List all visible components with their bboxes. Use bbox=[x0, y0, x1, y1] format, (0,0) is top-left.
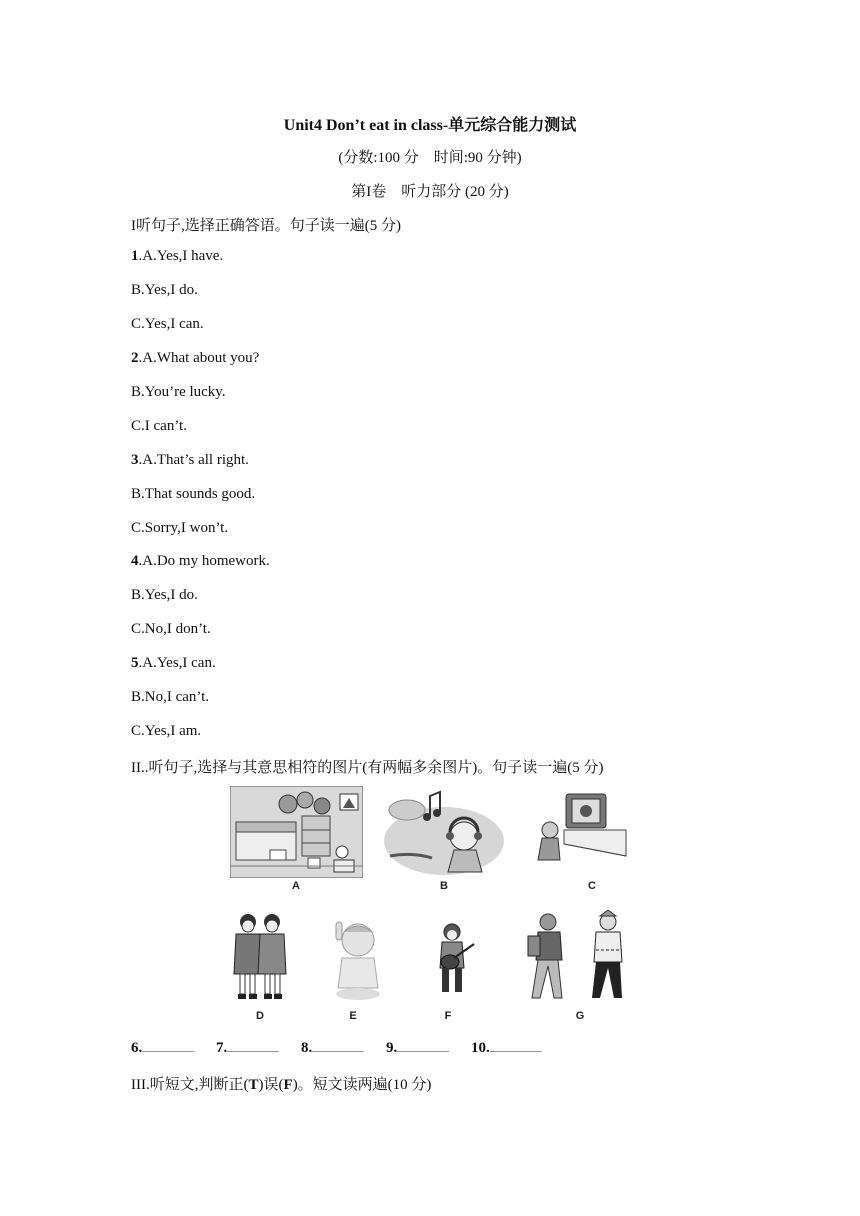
question-1-option-c: C.Yes,I can. bbox=[131, 316, 204, 332]
girl-listening-music-picture bbox=[382, 786, 507, 878]
section1-instruction: I听句子,选择正确答语。句子读一遍(5 分) bbox=[131, 218, 401, 234]
question-3-option-b: B.That sounds good. bbox=[131, 486, 256, 502]
question-3-option-c: C.Sorry,I won’t. bbox=[131, 520, 229, 536]
picture-label-c: C bbox=[588, 880, 596, 892]
question-2-option-b: B.You’re lucky. bbox=[131, 384, 226, 400]
question-1-option-b: B.Yes,I do. bbox=[131, 282, 198, 298]
section3-instruction: III.听短文,判断正(T)误(F)。短文读两遍(10 分) bbox=[131, 1077, 432, 1093]
two-students-uniform-picture bbox=[228, 910, 292, 1006]
picture-label-g: G bbox=[575, 1010, 585, 1022]
answer-blank-6[interactable]: 6. bbox=[131, 1037, 194, 1057]
question-5-option-a: 5.A.Yes,I can. bbox=[131, 655, 216, 671]
part-heading: 第I卷 听力部分 (20 分) bbox=[351, 184, 509, 200]
answer-blank-8[interactable]: 8. bbox=[301, 1037, 364, 1057]
boy-watching-tv-picture bbox=[530, 786, 630, 878]
section2-instruction: II..听句子,选择与其意思相符的图片(有两幅多余图片)。句子读一遍(5 分) bbox=[131, 760, 604, 776]
question-5-option-c: C.Yes,I am. bbox=[131, 723, 202, 739]
question-1-option-a: 1.A.Yes,I have. bbox=[131, 248, 224, 264]
answer-blank-7[interactable]: 7. bbox=[216, 1037, 279, 1057]
question-3-option-a: 3.A.That’s all right. bbox=[131, 452, 249, 468]
picture-label-e: E bbox=[349, 1010, 357, 1022]
question-2-option-c: C.I can’t. bbox=[131, 418, 187, 434]
two-hikers-picture bbox=[524, 910, 634, 1006]
answer-blanks bbox=[131, 1037, 560, 1057]
boy-eating-ice-cream-picture bbox=[324, 916, 384, 1004]
question-5-option-b: B.No,I can’t. bbox=[131, 689, 210, 705]
score-time-line: (分数:100 分 时间:90 分钟) bbox=[338, 150, 522, 166]
question-4-option-a: 4.A.Do my homework. bbox=[131, 553, 270, 569]
boy-playing-guitar-picture bbox=[428, 922, 478, 1000]
question-2-option-a: 2.A.What about you? bbox=[131, 350, 260, 366]
page-title: Unit4 Don’t eat in class-单元综合能力测试 bbox=[283, 117, 577, 134]
question-4-option-b: B.Yes,I do. bbox=[131, 587, 198, 603]
question-4-option-c: C.No,I don’t. bbox=[131, 621, 211, 637]
picture-label-b: B bbox=[440, 880, 448, 892]
answer-blank-10[interactable]: 10. bbox=[471, 1037, 542, 1057]
picture-label-d: D bbox=[256, 1010, 264, 1022]
picture-label-f: F bbox=[444, 1010, 452, 1022]
picture-label-a: A bbox=[292, 880, 300, 892]
answer-blank-9[interactable]: 9. bbox=[386, 1037, 449, 1057]
messy-bedroom-picture bbox=[230, 786, 363, 878]
